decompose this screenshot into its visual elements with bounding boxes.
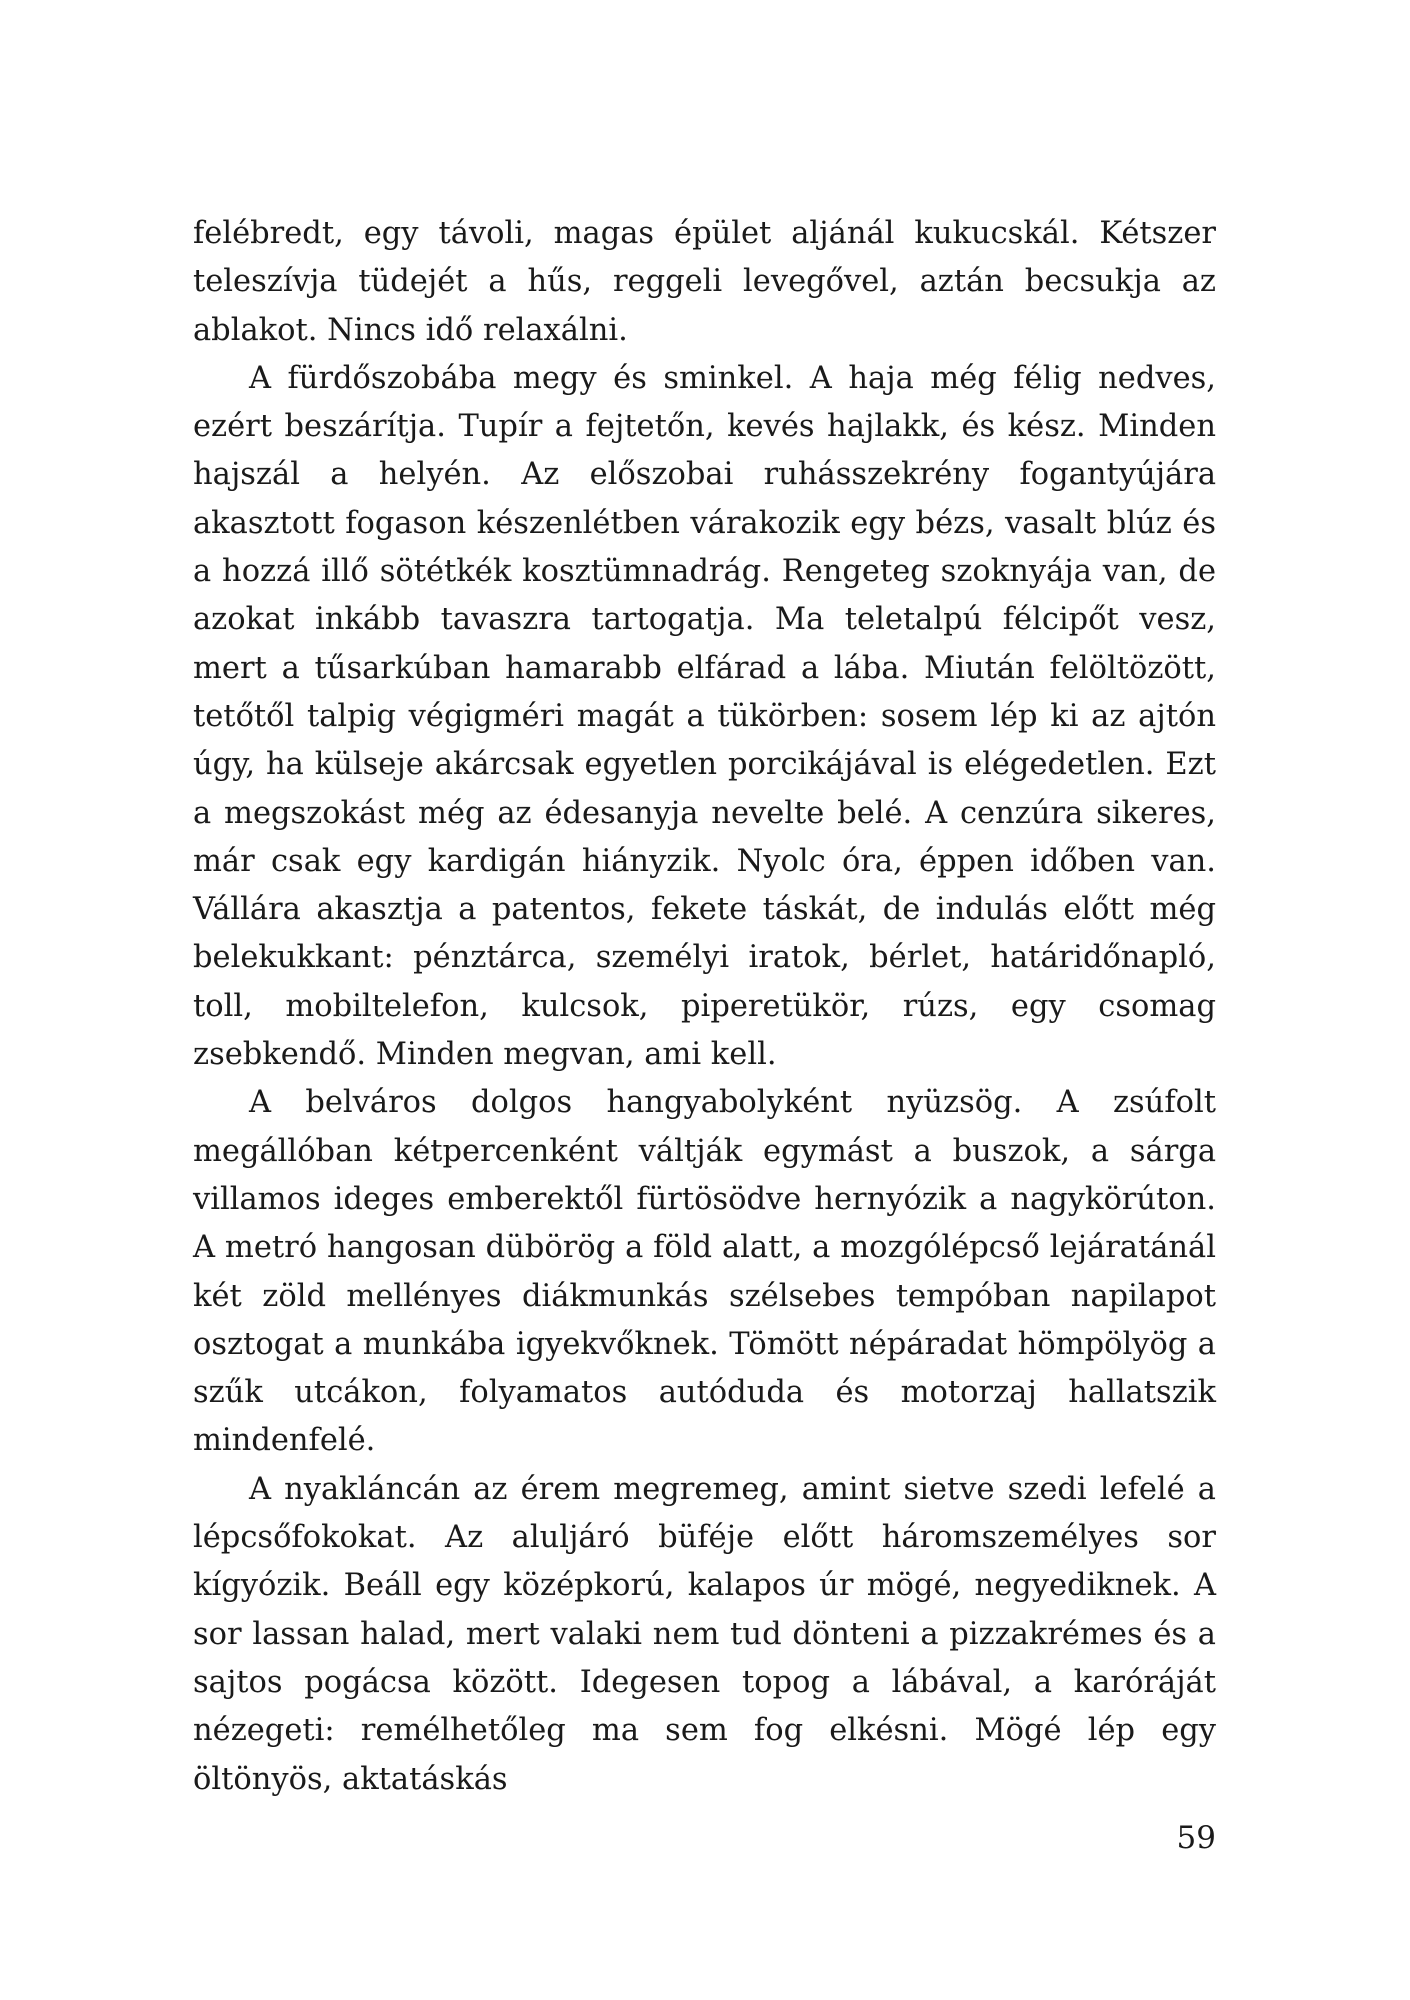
- paragraph: A belváros dolgos hangyabolyként nyüzsög. A zsúfolt megállóban kétpercenként váltják egymást a buszok, a sárga villamos ideges emberektől fürtösödve hernyózik a nagykörúton. A metró hangosan dübörög a föld alatt, a mozgólépcső lejáratánál két zöld mellényes diákmunkás szélsebes tempóban napilapot osztogat a munkába igyekvőknek. Tömött népáradat hömpölyög a szűk utcákon, folyamatos autóduda és motorzaj hallatszik mindenfelé.: [193, 1085, 1216, 1459]
- paragraph-continuation: felébredt, egy távoli, magas épület aljánál kukucskál. Kétszer teleszívja tüdejét a hűs, reggeli levegővel, aztán becsukja az ablakot. Nincs idő relaxálni.: [193, 216, 1216, 348]
- paragraph: A nyakláncán az érem megremeg, amint sietve szedi lefelé a lépcsőfokokat. Az aluljáró büféje előtt háromszemélyes sor kígyózik. Beáll egy középkorú, kalapos úr mögé, negyediknek. A sor lassan halad, mert valaki nem tud dönteni a pizzakrémes és a sajtos pogácsa között. Idegesen topog a lábával, a karóráját nézegeti: remélhetőleg ma sem fog elkésni. Mögé lép egy öltönyös, aktatáskás: [193, 1471, 1216, 1797]
- body-text: [193, 210, 1216, 1804]
- paragraph: A fürdőszobába megy és sminkel. A haja még félig nedves, ezért beszárítja. Tupír a fejtetőn, kevés hajlakk, és kész. Minden hajszál a helyén. Az előszobai ruhásszekrény fogantyújára akasztott fogason készenlétben várakozik egy bézs, vasalt blúz és a hozzá illő sötétkék kosztümnadrág. Rengeteg szoknyája van, de azokat inkább tavaszra tartogatja. Ma teletalpú félcipőt vesz, mert a tűsarkúban hamarabb elfárad a lába. Miután felöltözött, tetőtől talpig végigméri magát a tükörben: sosem lép ki az ajtón úgy, ha külseje akárcsak egyetlen porcikájával is elégedetlen. Ezt a megszokást még az édesanyja nevelte belé. A cenzúra sikeres, már csak egy kardigán hiányzik. Nyolc óra, éppen időben van. Vállára akasztja a patentos, fekete táskát, de indulás előtt még belekukkant: pénztárca, személyi iratok, bérlet, határidőnapló, toll, mobiltelefon, kulcsok, piperetükör, rúzs, egy csomag zsebkendő. Minden megvan, ami kell.: [193, 360, 1216, 1073]
- page-number: 59: [1176, 1820, 1216, 1856]
